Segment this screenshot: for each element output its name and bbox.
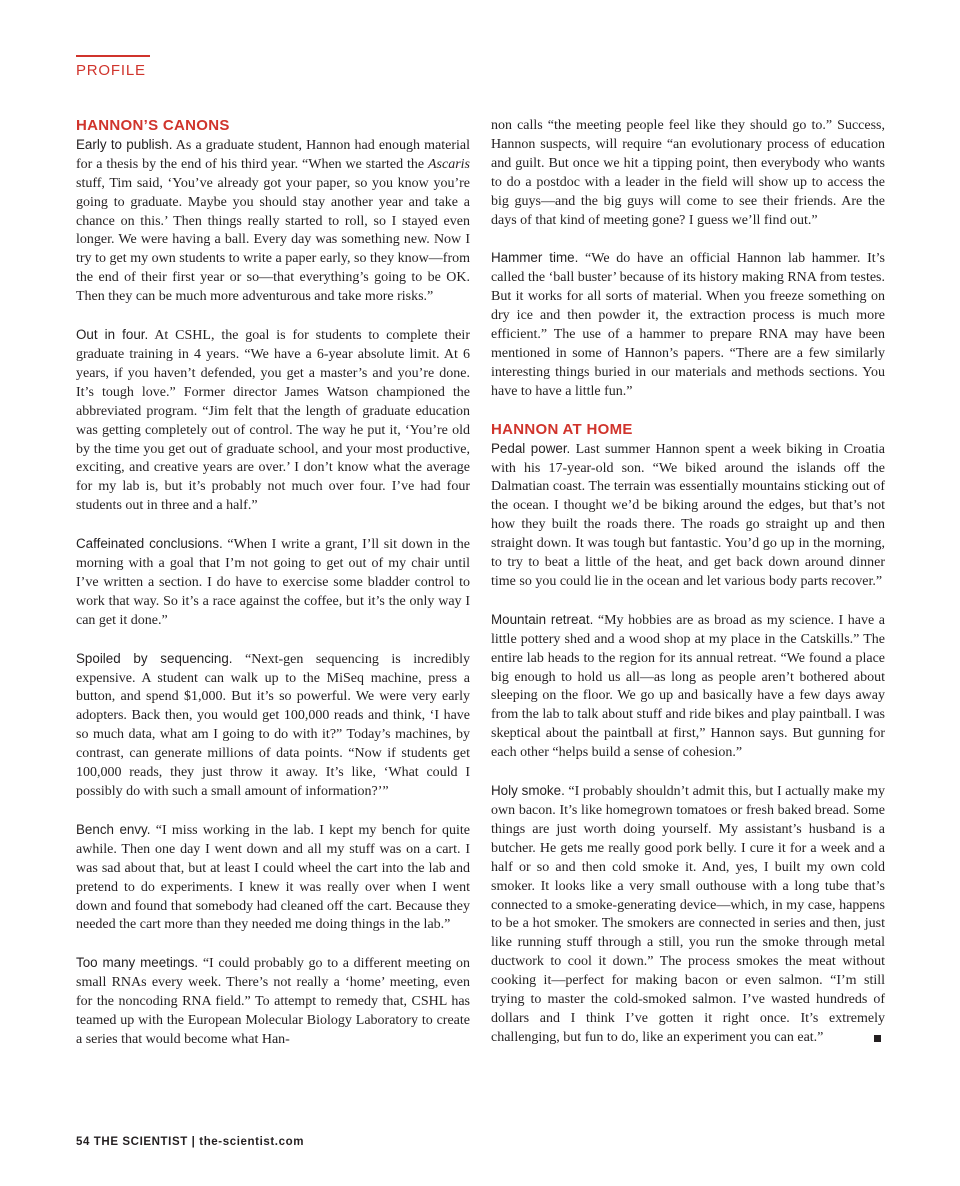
body-text: “Next-gen sequencing is incredibly expensive. A student can walk up to the MiSeq machine, press a button, and spend $1,000. But it’s so powerful. We were very early adopters. Back then, you would get 100,000 reads and think, ‘I have so much data, what am I going to do with it?” Today’s machines, by contrast, can generate millions of data points. “Now if students get 100,000 reads, they just throw it away. It’s like, ‘What could I possibly do with such a small amount of information?’”	[76, 651, 470, 799]
paragraph-holy-smoke	[491, 782, 885, 1048]
publication-info: THE SCIENTIST | the-scientist.com	[90, 1136, 305, 1148]
page-number: 54	[76, 1136, 90, 1148]
lead-in: Too many meetings.	[76, 955, 199, 971]
heading-hannon-at-home: HANNON AT HOME	[491, 420, 633, 438]
body-text: “My hobbies are as broad as my science. I have a little pottery shed and a wood shop at my place in the Catskills.” The entire lab heads to the region for its annual retreat. “We found a place big enough to hold us all—as long as people aren’t bothered about sleeping on the floor. We go up and basically have a few days away from the lab to talk about stuff and ride bikes and play paintball. I was skeptical about the paintball at first,” Hannon says. But gunning for each other “helps build a sense of cohesion.”	[491, 612, 886, 761]
paragraph-early-to-publish	[76, 136, 470, 307]
italic-term: Ascaris	[428, 156, 470, 172]
body-text: “I could probably go to a different meeting on small RNAs every week. There’s not really a ‘home’ meeting, even for the noncoding RNA field.” To attempt to remedy that, CSHL has teamed up with the European Molecular Biology Laboratory to create a series that would become what Han-	[76, 956, 470, 1047]
lead-in: Hammer time.	[491, 250, 579, 266]
page-footer	[76, 1136, 304, 1148]
lead-in: Out in four.	[76, 327, 149, 343]
lead-in: Mountain retreat.	[491, 611, 594, 627]
body-text: At CSHL, the goal is for students to complete their graduate training in 4 years. “We have a 6-year absolute limit. At 6 years, if you haven’t defended, you get a master’s and you’re done. It’s tough love.” Former director James Watson championed the abbreviated program. “Jim felt that the length of graduate education was getting completely out of control. The way he put it, ‘You’re old by the time you get out of graduate school, and your most productive, exciting, and creative years are over.’ I don’t know what the average for my lab is, but it’s probably not much over four. I’ve had four students out in three and a half.”	[76, 328, 470, 514]
body-text: “I miss working in the lab. I kept my bench for quite awhile. Then one day I went down and all my stuff was on a cart. I was sad about that, but at least I could wheel the cart into the lab and pretend to do experiments. I knew it was really over when I went down and found that somebody had cleaned off the cart. Because they needed the cart more than they needed me doing things in the lab.”	[76, 822, 470, 933]
paragraph-continuation: non calls “the meeting people feel like they should go to.” Success, Hannon suspects, will require “an evolutionary process of education and guilt. But once we hit a tipping point, then everybody who wants to do a postdoc with a leader in the field will show up to access the big guys—and the big guys will come to see their friends. Are the days of that kind of meeting gone? I guess we’ll find out.”	[491, 118, 885, 228]
right-column	[491, 117, 885, 1048]
paragraph-hammer-time	[491, 249, 885, 401]
lead-in: Holy smoke.	[491, 783, 565, 799]
lead-in: Pedal power.	[491, 440, 571, 456]
body-text: “We do have an official Hannon lab hammer. It’s called the ‘ball buster’ because of its history making RNA from testes. But it works for all sorts of material. When you freeze something on dry ice and then powder it, the extraction process is much more efficient.” The use of a hammer to prepare RNA may have been mentioned in some of Hannon’s papers. “There are a few similarly interesting things buried in our materials and methods sections. You have to have a little fun.”	[491, 251, 885, 399]
lead-in: Spoiled by sequencing.	[76, 650, 233, 666]
left-column	[76, 117, 470, 1050]
body-text: “I probably shouldn’t admit this, but I actually make my own bacon. It’s like homegrown tomatoes or fresh baked bread. Some things are just worth doing yourself. My assistant’s husband is a butcher. He gets me really good pork belly. I cure it for a week and a half or so and then cold smoke it. And, yes, I built my own cold smoker. It looks like a very small outhouse with a long tube that’s connected to a smoke-generating device—which, in my case, happens to be a hot smoker. The smokers are connected in series and then, just like running stuff through a still, you run the smoke through metal ductwork to cool it down.” The process smokes the meat without cooking it—perfect for making bacon or even salmon. “I’m still trying to master the cold-smoked salmon. I’ve wasted hundreds of dollars and I think I’ve gotten it right once. It’s extremely challenging, but fun to do, like an experiment you can eat.”	[491, 784, 885, 1045]
lead-in: Caffeinated conclusions.	[76, 536, 223, 552]
section-rule	[76, 55, 150, 57]
section-label: PROFILE	[76, 62, 146, 79]
paragraph-spoiled-by-sequencing	[76, 650, 470, 802]
paragraph-too-many-meetings	[76, 954, 470, 1050]
end-of-article-mark	[874, 1035, 881, 1042]
body-text: Last summer Hannon spent a week biking in Croatia with his 17-year-old son. “We biked around the islands off the Dalmatian coast. The terrain was essentially mountains sticking out of the ocean. I thought we’d be biking around the edges, but that’s not how they built the roads there. The roads go straight up and then straight down. It was tough but fantastic. You’d go up in the morning, to try to beat a little of the heat, and get back down around dinner time so you could lie in the ocean and let various body parts recover.”	[491, 441, 885, 589]
heading-hannons-canons: HANNON’S CANONS	[76, 117, 230, 134]
paragraph-caffeinated-conclusions	[76, 535, 470, 631]
body-text: “When I write a grant, I’ll sit down in the morning with a goal that I’m not going to get out of my chair until I’ve written a section. I do have to exercise some bladder control to work that way. So it’s a race against the coffee, but it’s the only way I can get it done.”	[76, 537, 471, 628]
body-text: As a graduate student, Hannon had enough material for a thesis by the end of his third year. “When we started the	[76, 137, 470, 172]
paragraph-mountain-retreat	[491, 611, 885, 763]
paragraph-bench-envy	[76, 821, 470, 935]
body-text: stuff, Tim said, ‘You’ve already got your paper, so you know you’re going to graduate. Maybe you should stay another year and take a chance on this.’ Then things really started to roll, so I stayed even longer. We were having a ball. Every day was something new. Now I try to get my own students to write a paper early, so they know—from the end of their first year or so—that everything’s going to be OK. Then they can be much more adventurous and take more risks.”	[76, 175, 470, 305]
paragraph-pedal-power	[491, 440, 885, 592]
lead-in: Early to publish.	[76, 136, 173, 152]
paragraph-out-in-four	[76, 326, 470, 516]
lead-in: Bench envy.	[76, 821, 151, 837]
